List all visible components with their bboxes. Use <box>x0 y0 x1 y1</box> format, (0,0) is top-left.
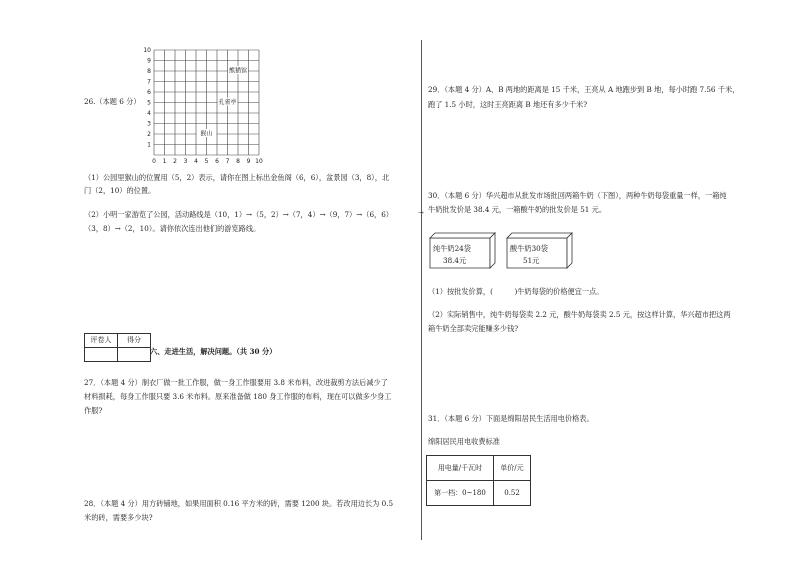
x-tick-label: 3 <box>183 158 188 165</box>
q30-part2-line1: （2）实际销售中，纯牛奶每袋卖 2.2 元，酸牛奶每袋卖 2.5 元，按这样计算，华兴超市把这两 <box>428 310 731 319</box>
table-row <box>427 456 531 481</box>
q29-line2: 跑了 1.5 小时，这时王亮距离 B 地还有多少千米? <box>428 100 588 109</box>
score-table-score-header: 得分 <box>118 334 151 348</box>
x-tick-label: 8 <box>236 158 240 165</box>
q30-part2-line2: 箱牛奶全部卖完能赚多少钱? <box>428 324 519 333</box>
milk-box-pure-label: 纯牛奶24袋 <box>433 244 471 253</box>
y-tick-label: 8 <box>147 68 151 75</box>
place-label: 熊猫馆 <box>228 67 248 75</box>
x-tick-label: 7 <box>225 158 230 165</box>
y-tick-label: 7 <box>147 78 151 86</box>
table-row <box>427 481 531 506</box>
q30-part1: （1）按批发价算，( )牛奶每袋的价格便宜一点。 <box>428 287 604 296</box>
x-tick-label: 1 <box>162 158 167 165</box>
q28-line2: 米的砖，需要多少块? <box>84 513 153 522</box>
q31-caption: 绵阳居民用电收费标准 <box>428 437 500 446</box>
q26-part2-line2: （3，8）→（2，10）。请你依次连出他们的游览路线。 <box>84 224 261 233</box>
y-tick-label: 5 <box>147 99 151 107</box>
x-tick-label: 9 <box>246 158 251 165</box>
place-label: 猴山 <box>200 130 213 138</box>
q30-line1: 30．（本题 6 分）华兴超市从批发市场批回两箱牛奶（下图），两种牛奶每袋重量一样，一箱纯 <box>428 191 727 200</box>
q31-line1: 31．（本题 6 分）下面是绵阳居民生活用电价格表。 <box>428 414 594 423</box>
q27-line2: 材料损耗，每身工作服只要 3.6 米布料。原来准备做 180 身工作服的布料，现在可以做多少身工 <box>84 392 392 401</box>
table-header-usage: 用电量/千瓦时 <box>427 456 494 481</box>
electricity-price-table <box>426 455 531 506</box>
table-cell-price: 0.52 <box>494 481 531 506</box>
milk-box-yogurt-price: 51元 <box>523 256 540 265</box>
y-tick-label: 6 <box>147 89 151 96</box>
score-table-grader-cell[interactable] <box>85 348 118 362</box>
x-tick-label: 4 <box>194 158 198 165</box>
table-cell-usage: 第一档：0~180 <box>427 481 494 506</box>
score-table-grader-header: 评卷人 <box>85 334 118 348</box>
x-tick-label: 5 <box>204 158 209 165</box>
y-tick-label: 4 <box>147 110 151 117</box>
q29-line1: 29．（本题 4 分）A、B 两地的距离是 15 千米，王亮从 A 地跑步到 B 地，每小时跑 7.56 千米， <box>428 85 740 94</box>
q26-part2-line1: （2）小明一家游览了公园，活动路线是（10，1）→（5，2）→（7，4）→（9，7）→（6，6） <box>84 210 393 219</box>
q27-line1: 27．（本题 4 分）制衣厂做一批工作服，做一身工作服要用 3.8 米布料，改进裁剪方法后减少了 <box>84 378 388 387</box>
x-tick-label: 6 <box>215 158 219 165</box>
q26-part1-line1: （1）公园里猴山的位置用（5，2）表示，请你在图上标出金鱼阁（6，6），盆景园（3，8），北 <box>84 173 390 182</box>
score-table-score-cell[interactable] <box>118 348 151 362</box>
q30-line2: 牛奶批发价是 38.4 元，一箱酸牛奶的批发价是 51 元。 <box>428 205 607 214</box>
x-tick-label: 0 <box>152 158 156 165</box>
y-tick-label: 1 <box>147 141 151 149</box>
milk-box-yogurt-label: 酸牛奶30袋 <box>510 244 548 253</box>
score-table <box>84 333 151 362</box>
arrow-right-icon: → <box>418 209 424 217</box>
milk-box-pure-price: 38.4元 <box>443 256 467 265</box>
table-header-price: 单价/元 <box>494 456 531 481</box>
x-tick-label: 2 <box>173 158 177 165</box>
place-label: 孔雀亭 <box>218 99 237 106</box>
y-tick-label: 9 <box>147 57 151 65</box>
q28-line1: 28．（本题 4 分）用方砖铺地，如果用面积 0.16 平方米的砖，需要 1200 块。若改用边长为 0.5 <box>84 499 394 508</box>
q27-line3: 作服? <box>84 406 103 415</box>
section6-title: 六、走进生活，解决问题。（共 30 分） <box>150 347 277 356</box>
column-divider <box>421 40 422 540</box>
y-tick-label: 3 <box>147 120 151 128</box>
y-tick-label: 2 <box>147 131 151 138</box>
q26-part1-line2: 门（2，10）的位置。 <box>84 186 156 195</box>
q26-number: 26.（本题 6 分） <box>84 97 141 106</box>
coordinate-grid <box>140 36 275 166</box>
y-tick-label: 10 <box>143 47 151 54</box>
x-tick-label: 10 <box>255 158 263 165</box>
